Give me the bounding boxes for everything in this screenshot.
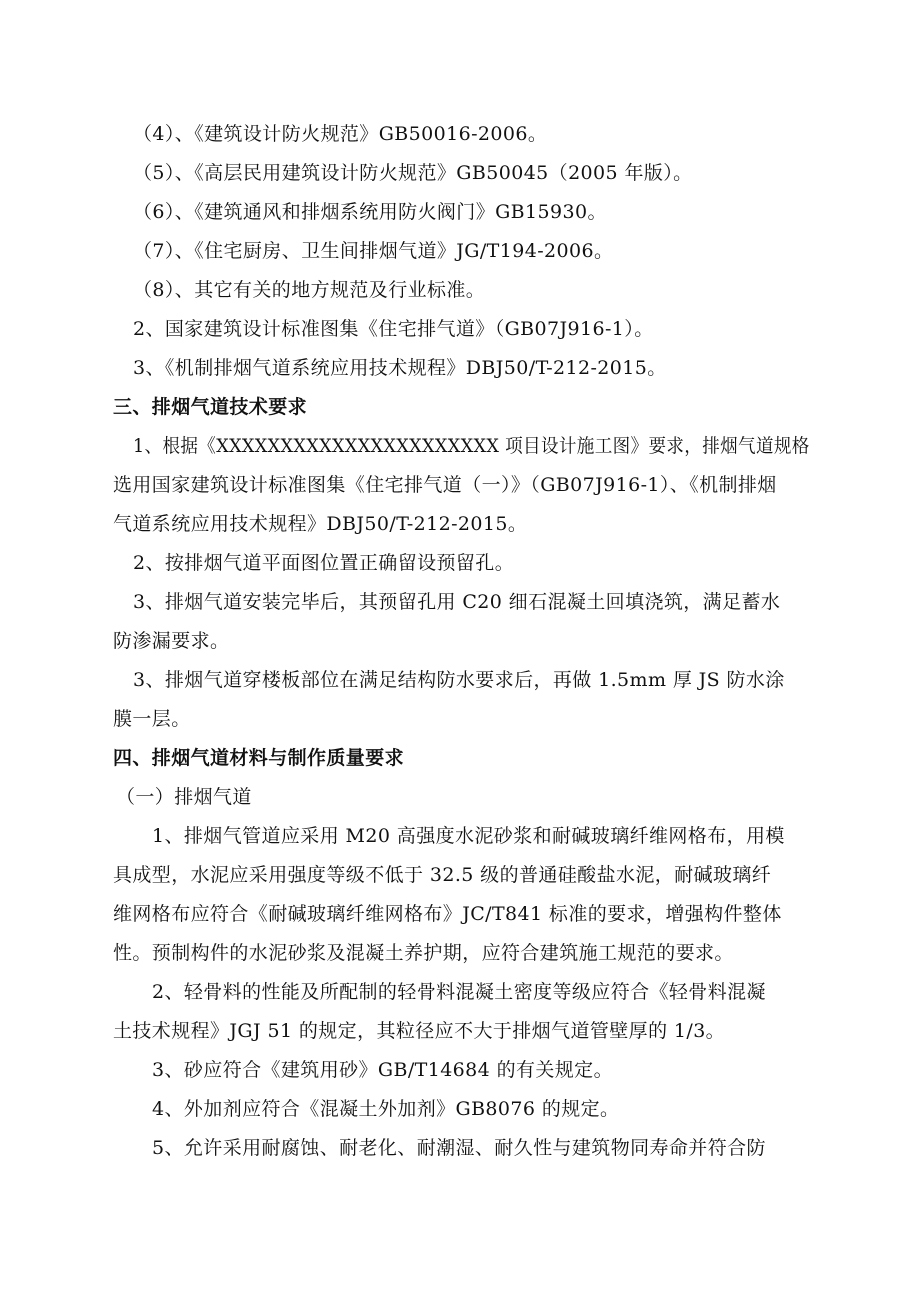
- paragraph-line: 1、排烟气管道应采用 M20 高强度水泥砂浆和耐碱玻璃纤维网格布，用模: [152, 825, 785, 847]
- ref-item-4: （4）、《建筑设计防火规范》GB50016-2006。: [133, 123, 548, 145]
- paragraph-line: 性。预制构件的水泥砂浆及混凝土养护期，应符合建筑施工规范的要求。: [113, 942, 734, 964]
- paragraph-line: 具成型，水泥应采用强度等级不低于 32.5 级的普通硅酸盐水泥，耐碱玻璃纤: [113, 864, 772, 886]
- paragraph-line: 土技术规程》JGJ 51 的规定，其粒径应不大于排烟气道管壁厚的 1/3。: [113, 1020, 726, 1042]
- paragraph-line: 维网格布应符合《耐碱玻璃纤维网格布》JC/T841 标准的要求，增强构件整体: [113, 903, 782, 925]
- ref-item-8: （8）、其它有关的地方规范及行业标准。: [133, 279, 486, 301]
- ref-item-7: （7）、《住宅厨房、卫生间排烟气道》JG/T194-2006。: [133, 240, 614, 262]
- paragraph-line: 1、根据《XXXXXXXXXXXXXXXXXXXXXX 项目设计施工图》要求，排烟气道规格: [133, 435, 810, 457]
- paragraph-line: 气道系统应用技术规程》DBJ50/T-212-2015。: [113, 513, 528, 535]
- section-heading-4: 四、排烟气道材料与制作质量要求: [113, 747, 405, 769]
- subsection-heading: （一）排烟气道: [116, 786, 252, 808]
- paragraph-line: 4、外加剂应符合《混凝土外加剂》GB8076 的规定。: [152, 1098, 620, 1120]
- paragraph-line: 2、轻骨料的性能及所配制的轻骨料混凝土密度等级应符合《轻骨料混凝: [152, 981, 766, 1003]
- ref-item-3: 3、《机制排烟气道系统应用技术规程》DBJ50/T-212-2015。: [133, 357, 667, 379]
- ref-item-6: （6）、《建筑通风和排烟系统用防火阀门》GB15930。: [133, 201, 607, 223]
- paragraph-line: 选用国家建筑设计标准图集《住宅排气道（一）》（GB07J916-1）、《机制排烟: [113, 474, 777, 496]
- paragraph-line: 防渗漏要求。: [113, 630, 230, 652]
- paragraph-line: 3、排烟气道穿楼板部位在满足结构防水要求后，再做 1.5mm 厚 JS 防水涂: [133, 669, 785, 691]
- paragraph-line: 5、允许采用耐腐蚀、耐老化、耐潮湿、耐久性与建筑物同寿命并符合防: [152, 1137, 766, 1159]
- ref-item-2: 2、国家建筑设计标准图集《住宅排气道》（GB07J916-1）。: [133, 318, 654, 340]
- ref-item-5: （5）、《高层民用建筑设计防火规范》GB50045（2005 年版）。: [133, 162, 693, 184]
- paragraph-line: 3、砂应符合《建筑用砂》GB/T14684 的有关规定。: [152, 1059, 613, 1081]
- paragraph-line: 3、排烟气道安装完毕后，其预留孔用 C20 细石混凝土回填浇筑，满足蓄水: [133, 591, 781, 613]
- paragraph-line: 膜一层。: [113, 708, 191, 730]
- paragraph-line: 2、按排烟气道平面图位置正确留设预留孔。: [133, 552, 515, 574]
- section-heading-3: 三、排烟气道技术要求: [113, 396, 308, 418]
